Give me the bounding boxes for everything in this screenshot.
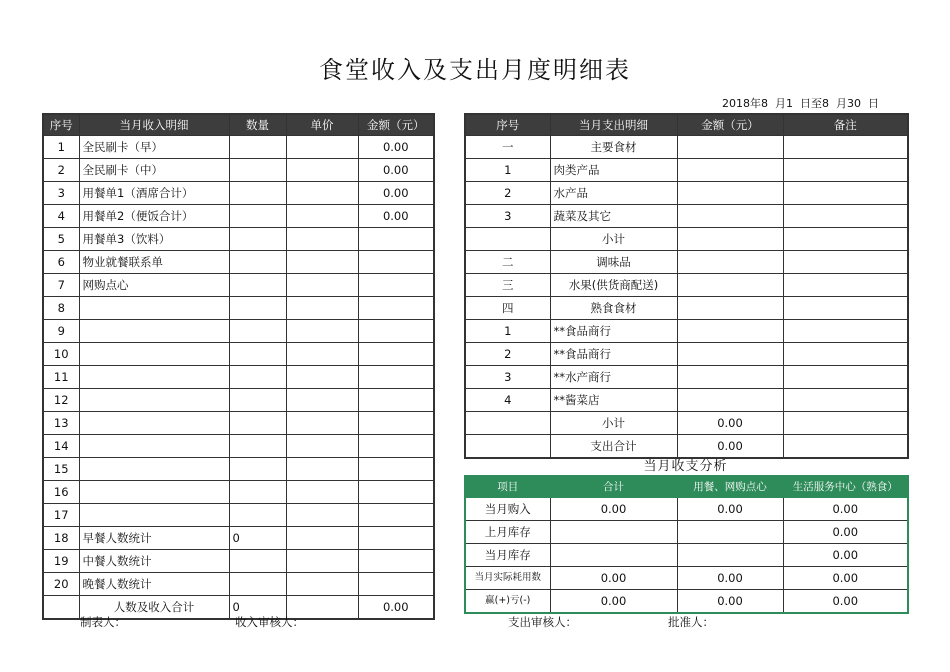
expense-seq: 一	[465, 136, 550, 159]
income-qty[interactable]: 0	[229, 527, 286, 550]
expense-remark[interactable]	[783, 366, 908, 389]
expense-detail: 小计	[550, 412, 677, 435]
expense-amount[interactable]	[677, 228, 783, 251]
expense-row	[465, 205, 908, 228]
income-seq: 8	[43, 297, 79, 320]
expense-seq: 三	[465, 274, 550, 297]
expense-row	[465, 412, 908, 435]
page-title: 食堂收入及支出月度明细表	[319, 56, 631, 84]
income-amount[interactable]	[358, 297, 434, 320]
income-row	[43, 136, 434, 159]
income-amount[interactable]	[358, 274, 434, 297]
analysis-row	[465, 521, 908, 544]
income-price[interactable]	[286, 228, 358, 251]
income-qty[interactable]	[229, 228, 286, 251]
income-seq: 14	[43, 435, 79, 458]
income-price[interactable]	[286, 527, 358, 550]
income-amount[interactable]: 0.00	[358, 136, 434, 159]
income-price[interactable]	[286, 366, 358, 389]
expense-detail: 肉类产品	[550, 159, 677, 182]
income-header-row	[43, 114, 434, 136]
income-row	[43, 182, 434, 205]
income-qty[interactable]	[229, 435, 286, 458]
income-qty[interactable]	[229, 573, 286, 596]
analysis-header-meal: 用餐、网购点心	[677, 476, 783, 498]
income-seq: 10	[43, 343, 79, 366]
income-qty[interactable]	[229, 251, 286, 274]
expense-remark[interactable]	[783, 412, 908, 435]
expense-seq: 2	[465, 182, 550, 205]
income-detail	[79, 481, 229, 504]
analysis-meal[interactable]: 0.00	[677, 590, 783, 614]
analysis-service[interactable]: 0.00	[783, 498, 908, 521]
expense-amount[interactable]	[677, 182, 783, 205]
income-price[interactable]	[286, 573, 358, 596]
analysis-item: 当月实际耗用数	[465, 567, 550, 590]
income-seq: 6	[43, 251, 79, 274]
income-row	[43, 274, 434, 297]
income-header-qty: 数量	[229, 114, 286, 136]
expense-table	[464, 113, 909, 459]
expense-seq: 4	[465, 389, 550, 412]
expense-seq: 1	[465, 159, 550, 182]
income-qty[interactable]	[229, 182, 286, 205]
analysis-item: 上月库存	[465, 521, 550, 544]
income-amount[interactable]	[358, 389, 434, 412]
income-detail: 晚餐人数统计	[79, 573, 229, 596]
expense-amount[interactable]: 0.00	[677, 435, 783, 459]
expense-row	[465, 343, 908, 366]
income-row	[43, 458, 434, 481]
income-row	[43, 573, 434, 596]
income-qty[interactable]	[229, 389, 286, 412]
income-price[interactable]	[286, 435, 358, 458]
expense-seq: 3	[465, 366, 550, 389]
income-price[interactable]	[286, 159, 358, 182]
expense-detail: **水产商行	[550, 366, 677, 389]
income-seq: 16	[43, 481, 79, 504]
income-detail	[79, 389, 229, 412]
analysis-header-total: 合计	[550, 476, 677, 498]
expense-remark[interactable]	[783, 251, 908, 274]
income-amount[interactable]	[358, 458, 434, 481]
income-detail: 全民刷卡（早）	[79, 136, 229, 159]
analysis-service[interactable]: 0.00	[783, 590, 908, 614]
expense-detail: 水产品	[550, 182, 677, 205]
expense-header-amount: 金额（元）	[677, 114, 783, 136]
expense-detail: **食品商行	[550, 343, 677, 366]
income-row	[43, 481, 434, 504]
analysis-title: 当月收支分析	[643, 459, 728, 474]
income-detail: 网购点心	[79, 274, 229, 297]
income-total-amount[interactable]: 0.00	[358, 596, 434, 620]
expense-detail: **酱菜店	[550, 389, 677, 412]
expense-detail: 支出合计	[550, 435, 677, 459]
income-price[interactable]	[286, 205, 358, 228]
analysis-table	[464, 475, 909, 614]
analysis-item: 当月库存	[465, 544, 550, 567]
expense-seq: 1	[465, 320, 550, 343]
analysis-item: 赢(+)亏(-)	[465, 590, 550, 614]
income-seq: 18	[43, 527, 79, 550]
income-qty[interactable]	[229, 481, 286, 504]
footer-approver: 批准人：	[668, 615, 714, 629]
income-qty[interactable]	[229, 205, 286, 228]
income-qty[interactable]	[229, 343, 286, 366]
expense-header-seq: 序号	[465, 114, 550, 136]
income-seq: 15	[43, 458, 79, 481]
income-qty[interactable]	[229, 366, 286, 389]
analysis-row	[465, 567, 908, 590]
analysis-meal[interactable]	[677, 521, 783, 544]
expense-amount[interactable]	[677, 159, 783, 182]
income-seq: 5	[43, 228, 79, 251]
expense-amount[interactable]	[677, 136, 783, 159]
income-seq: 11	[43, 366, 79, 389]
income-seq: 1	[43, 136, 79, 159]
income-seq: 9	[43, 320, 79, 343]
income-seq: 4	[43, 205, 79, 228]
income-row	[43, 159, 434, 182]
expense-row	[465, 320, 908, 343]
expense-amount[interactable]	[677, 366, 783, 389]
income-header-amount: 金额（元）	[358, 114, 434, 136]
income-amount[interactable]	[358, 228, 434, 251]
analysis-header-item: 项目	[465, 476, 550, 498]
income-price[interactable]	[286, 389, 358, 412]
income-detail: 中餐人数统计	[79, 550, 229, 573]
expense-amount[interactable]: 0.00	[677, 412, 783, 435]
income-detail: 全民刷卡（中）	[79, 159, 229, 182]
income-detail: 用餐单2（便饭合计）	[79, 205, 229, 228]
analysis-service[interactable]: 0.00	[783, 567, 908, 590]
income-amount[interactable]	[358, 573, 434, 596]
expense-remark[interactable]	[783, 228, 908, 251]
income-price[interactable]	[286, 320, 358, 343]
income-amount[interactable]: 0.00	[358, 182, 434, 205]
expense-remark[interactable]	[783, 389, 908, 412]
income-detail	[79, 297, 229, 320]
income-qty[interactable]	[229, 297, 286, 320]
analysis-header-row	[465, 476, 908, 498]
income-total-label: 人数及收入合计	[79, 596, 229, 620]
expense-row	[465, 389, 908, 412]
income-price[interactable]	[286, 412, 358, 435]
income-detail	[79, 435, 229, 458]
analysis-row	[465, 498, 908, 521]
income-detail	[79, 343, 229, 366]
analysis-service[interactable]: 0.00	[783, 521, 908, 544]
analysis-meal[interactable]: 0.00	[677, 498, 783, 521]
expense-row	[465, 182, 908, 205]
expense-detail: 小计	[550, 228, 677, 251]
expense-detail: 蔬菜及其它	[550, 205, 677, 228]
expense-seq: 二	[465, 251, 550, 274]
income-price[interactable]	[286, 343, 358, 366]
analysis-service[interactable]: 0.00	[783, 544, 908, 567]
income-qty[interactable]	[229, 159, 286, 182]
income-detail	[79, 412, 229, 435]
income-seq: 13	[43, 412, 79, 435]
income-row	[43, 251, 434, 274]
footer-expense-reviewer: 支出审核人：	[508, 615, 577, 629]
income-row	[43, 320, 434, 343]
expense-remark[interactable]	[783, 297, 908, 320]
income-total-qty[interactable]: 0	[229, 596, 286, 620]
expense-row	[465, 366, 908, 389]
expense-detail: 调味品	[550, 251, 677, 274]
income-detail	[79, 320, 229, 343]
expense-header-row	[465, 114, 908, 136]
income-row	[43, 435, 434, 458]
footer-income-reviewer: 收入审核人：	[235, 615, 304, 629]
income-amount[interactable]	[358, 366, 434, 389]
expense-detail: 主要食材	[550, 136, 677, 159]
expense-remark[interactable]	[783, 205, 908, 228]
expense-header-remark: 备注	[783, 114, 908, 136]
income-qty[interactable]	[229, 412, 286, 435]
income-qty[interactable]	[229, 458, 286, 481]
income-row	[43, 343, 434, 366]
income-price[interactable]	[286, 136, 358, 159]
expense-detail: 水果(供货商配送)	[550, 274, 677, 297]
income-seq: 19	[43, 550, 79, 573]
income-seq: 20	[43, 573, 79, 596]
income-seq: 12	[43, 389, 79, 412]
income-seq: 17	[43, 504, 79, 527]
expense-remark[interactable]	[783, 182, 908, 205]
analysis-total[interactable]	[550, 521, 677, 544]
expense-seq: 2	[465, 343, 550, 366]
income-table	[42, 113, 435, 620]
expense-remark[interactable]	[783, 274, 908, 297]
expense-seq	[465, 412, 550, 435]
analysis-meal[interactable]	[677, 544, 783, 567]
income-seq: 7	[43, 274, 79, 297]
income-row	[43, 412, 434, 435]
income-row	[43, 550, 434, 573]
expense-row	[465, 228, 908, 251]
analysis-total[interactable]: 0.00	[550, 567, 677, 590]
date-range: 2018年8 月1 日至8 月30 日	[722, 97, 879, 110]
expense-remark[interactable]	[783, 320, 908, 343]
income-price[interactable]	[286, 550, 358, 573]
income-detail	[79, 458, 229, 481]
expense-remark[interactable]	[783, 343, 908, 366]
income-row	[43, 228, 434, 251]
expense-amount[interactable]	[677, 205, 783, 228]
income-amount[interactable]	[358, 412, 434, 435]
income-price[interactable]	[286, 251, 358, 274]
income-seq: 2	[43, 159, 79, 182]
expense-row	[465, 136, 908, 159]
expense-row	[465, 251, 908, 274]
analysis-total[interactable]: 0.00	[550, 498, 677, 521]
analysis-row	[465, 590, 908, 614]
income-detail	[79, 366, 229, 389]
income-total-seq	[43, 596, 79, 620]
income-amount[interactable]	[358, 251, 434, 274]
income-row	[43, 366, 434, 389]
income-detail: 用餐单1（酒席合计）	[79, 182, 229, 205]
analysis-row	[465, 544, 908, 567]
income-detail: 用餐单3（饮料）	[79, 228, 229, 251]
income-price[interactable]	[286, 182, 358, 205]
income-row	[43, 527, 434, 550]
analysis-item: 当月购入	[465, 498, 550, 521]
income-qty[interactable]	[229, 550, 286, 573]
income-amount[interactable]	[358, 481, 434, 504]
income-amount[interactable]: 0.00	[358, 205, 434, 228]
income-header-detail: 当月收入明细	[79, 114, 229, 136]
income-row	[43, 504, 434, 527]
income-amount[interactable]	[358, 527, 434, 550]
income-seq: 3	[43, 182, 79, 205]
expense-detail: 熟食食材	[550, 297, 677, 320]
footer-preparer: 制表人：	[80, 615, 126, 629]
income-amount[interactable]	[358, 550, 434, 573]
income-amount[interactable]: 0.00	[358, 159, 434, 182]
expense-amount[interactable]	[677, 389, 783, 412]
analysis-total[interactable]	[550, 544, 677, 567]
expense-row	[465, 274, 908, 297]
income-qty[interactable]	[229, 504, 286, 527]
income-qty[interactable]	[229, 136, 286, 159]
income-row	[43, 389, 434, 412]
income-detail: 早餐人数统计	[79, 527, 229, 550]
expense-detail: **食品商行	[550, 320, 677, 343]
income-header-price: 单价	[286, 114, 358, 136]
expense-amount[interactable]	[677, 251, 783, 274]
income-amount[interactable]	[358, 343, 434, 366]
expense-amount[interactable]	[677, 274, 783, 297]
income-amount[interactable]	[358, 504, 434, 527]
expense-amount[interactable]	[677, 320, 783, 343]
analysis-meal[interactable]: 0.00	[677, 567, 783, 590]
income-header-seq: 序号	[43, 114, 79, 136]
income-qty[interactable]	[229, 274, 286, 297]
expense-amount[interactable]	[677, 343, 783, 366]
analysis-total[interactable]: 0.00	[550, 590, 677, 614]
income-row	[43, 205, 434, 228]
expense-row	[465, 297, 908, 320]
income-amount[interactable]	[358, 435, 434, 458]
income-price[interactable]	[286, 504, 358, 527]
income-price[interactable]	[286, 274, 358, 297]
expense-seq: 四	[465, 297, 550, 320]
analysis-header-service: 生活服务中心（熟食）	[783, 476, 908, 498]
expense-header-detail: 当月支出明细	[550, 114, 677, 136]
income-detail: 物业就餐联系单	[79, 251, 229, 274]
income-row	[43, 297, 434, 320]
expense-remark[interactable]	[783, 159, 908, 182]
income-qty[interactable]	[229, 320, 286, 343]
income-amount[interactable]	[358, 320, 434, 343]
expense-seq: 3	[465, 205, 550, 228]
expense-row	[465, 159, 908, 182]
expense-seq	[465, 228, 550, 251]
income-price[interactable]	[286, 297, 358, 320]
expense-amount[interactable]	[677, 297, 783, 320]
income-price[interactable]	[286, 481, 358, 504]
income-detail	[79, 504, 229, 527]
income-price[interactable]	[286, 458, 358, 481]
expense-remark[interactable]	[783, 136, 908, 159]
